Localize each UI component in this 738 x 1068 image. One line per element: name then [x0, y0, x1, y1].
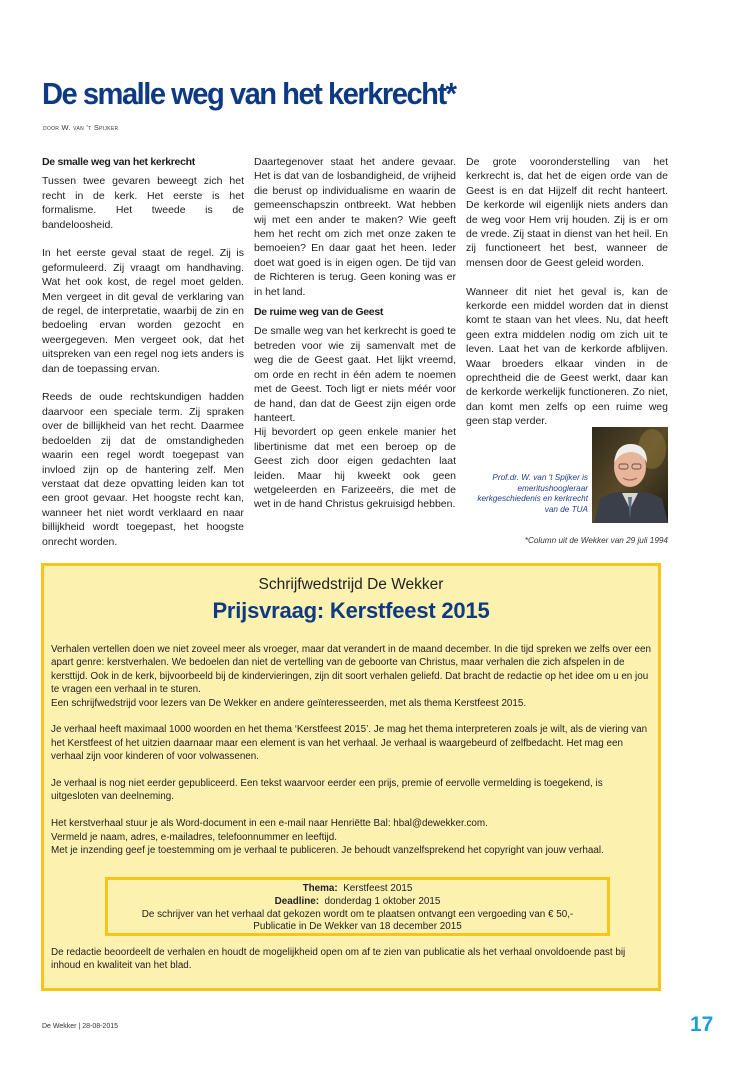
paragraph: Je verhaal heeft maximaal 1000 woorden en het thema ‘Kerstfeest 2015’. Je mag het thema interpreteren zoals je wilt, als de viering van het Kerstfeest of het uitzien daarnaar maar een element is van het verhaal. Je verhaal is waargebeurd of zelfbedacht. Het mag een verhaal zijn voor kinderen of voor volwassenen.	[51, 724, 648, 763]
paragraph: Een schrijfwedstrijd voor lezers van De Wekker en andere geïnteresseerden, met als thema Kerstfeest 2015.	[51, 697, 527, 709]
article-title-text: De smalle weg van het kerkrecht	[42, 76, 446, 111]
byline	[43, 123, 118, 132]
section-heading-smalle-weg: De smalle weg van het kerkrecht	[42, 156, 195, 168]
contest-details-box	[105, 877, 610, 936]
contest-title: Prijsvraag: Kerstfeest 2015	[212, 598, 490, 623]
contest-body	[51, 643, 653, 857]
paragraph: Vermeld je naam, adres, e-mailadres, telefoonnummer en leeftijd.	[51, 831, 337, 843]
theme-line	[108, 883, 607, 896]
page-footer: De Wekker | 28-08-2015	[42, 1023, 119, 1030]
paragraph: Je verhaal is nog niet eerder gepubliceerd. Een tekst waarvoor eerder een prijs, premie of eervolle vermelding is toegekend, is uitgesloten van deelneming.	[51, 778, 603, 803]
paragraph: De grote vooronderstelling van het kerkrecht is, dat het de eigen orde van de Geest is en dat Hijzelf dit recht hanteert. De kerkorde wil eigenlijk niets anders dan de weg voor Hem vrij houden. Zij is er om de vrede. Zij staat in dienst van het heil. En zij functioneert het best, wanneer de mensen door de Geest geleid worden.	[466, 156, 668, 269]
paragraph: In het eerste geval staat de regel. Zij is geformuleerd. Zij vraagt om handhaving. Wat het ook kost, de regel moet gelden. Men vergeet in dit geval de verklaring van de regel, de interpretatie, waarbij de zin en bedoeling ervan worden gezocht en weergegeven. Men vergeet ook, dat het uitspreken van een regel nog iets anders is dan de toepassing ervan.	[42, 247, 244, 375]
author-portrait	[592, 427, 668, 523]
contest-closing: De redactie beoordeelt de verhalen en houdt de mogelijkheid open om af te zien van publicatie als het verhaal onvoldoende past bij inhoud en kwaliteit van het blad.	[51, 947, 626, 972]
section-heading-ruime-weg: De ruime weg van de Geest	[254, 306, 384, 319]
article-column-1	[42, 155, 244, 549]
contest-panel	[41, 563, 661, 991]
page-number: 17	[690, 1013, 714, 1036]
photo-caption: Prof.dr. W. van 't Spijker is emeritushoogleraar kerkgeschiedenis en kerkrecht van de TUA	[477, 473, 588, 514]
article-column-3	[466, 155, 668, 429]
author-photo-block	[466, 427, 668, 523]
paragraph: De smalle weg van het kerkrecht is goed te betreden voor wie zij samenvalt met de weg die de Geest gaat. Het lijkt vreemd, om orde en recht in één adem te noemen met de Geest. Toch ligt er niets méér voor de hand, dan dat de Geest zijn eigen orde hanteert.	[254, 325, 456, 424]
article-column-2	[254, 155, 456, 512]
article-title	[42, 76, 457, 112]
deadline-line	[108, 896, 607, 909]
column-footnote: *Column uit de Wekker van 29 juli 1994	[524, 536, 668, 545]
paragraph: Het kerstverhaal stuur je als Word-document in een e-mail naar Henriëtte Bal: hbal@dewekker.com.	[51, 818, 488, 830]
theme-label: Thema:	[302, 883, 338, 894]
deadline-label: Deadline:	[274, 895, 320, 907]
reward-line: De schrijver van het verhaal dat gekozen wordt om te plaatsen ontvangt een vergoeding van € 50,-	[141, 908, 574, 920]
paragraph: Verhalen vertellen doen we niet zoveel meer als vroeger, maar dat verandert in de maand december. In die tijd spreken we zelfs over een apart genre: kerstverhalen. We bedoelen dan niet de vertelling van de geboorte van Christus, maar verhalen die zich afspelen in de kersttijd. Ook in de kerk, bijvoorbeeld bij de kindervieringen, zijn dit soort verhalen geliefd. Dat bracht de redactie op het idee om u en jou te vragen een verhaal in te sturen.	[51, 644, 651, 696]
paragraph: Hij bevordert op geen enkele manier het libertinisme dat met een beroep op de Geest zich door eigen gedachten laat leiden. Maar hij kweekt ook geen wetgeleerden en Farizeeërs, die met de wet in de hand Christus gekruisigd hebben.	[254, 426, 456, 511]
paragraph: Wanneer dit niet het geval is, kan de kerkorde een middel worden dat in dienst komt te staan van het vlees. Nu, dat heeft geen extra middelen nodig om zich uit te leven. Laat het van de kerkorde afblijven. Waar broeders elkaar vinden in de oprechtheid die de Geest werkt, daar kan de kerkorde werkelijk functioneren. Zo niet, dan komt men zelfs op een ruime weg geen stap verder.	[466, 285, 668, 428]
paragraph: Daartegenover staat het andere gevaar. Het is dat van de losbandigheid, de vrijheid die berust op individualisme en waarin de gemeenschapszin ontbreekt. Wat hebben wij met een ander te maken? Wie geeft hem het recht om zich met onze zaken te bemoeien? En daar gaat het heen. Ieder doet wat goed is in eigen ogen. De tijd van de Richteren is terug. Geen koning was er in het land.	[254, 156, 456, 298]
paragraph: Met je inzending geef je toestemming om je verhaal te publiceren. Je behoudt vanzelfsprekend het copyright van jouw verhaal.	[51, 845, 604, 857]
publication-line: Publicatie in De Wekker van 18 december 2015	[253, 921, 462, 933]
paragraph: Reeds de oude rechtskundigen hadden daarvoor een speciale term. Zij spraken over de billijkheid van het recht. Daarmee bedoelden zij dat de omstandigheden waarin een regel wordt toegepast van invloed zijn op de hantering zelf. Men verstaat dat deze opvatting leiden kan tot een groot gevaar. Het hoogste recht kan, wanneer het niet wordt verklaard en naar billijkheid wordt toegepast, het hoogste onrecht worden.	[42, 391, 244, 548]
contest-subtitle: Schrijfwedstrijd De Wekker	[258, 576, 444, 593]
byline-author: W. van 't Spijker	[61, 123, 119, 132]
paragraph: Tussen twee gevaren beweegt zich het recht in de kerk. Het eerste is het formalisme. Het tweede is de bandeloosheid.	[42, 175, 244, 231]
byline-prefix: door	[43, 123, 60, 132]
article-title-mark: *	[445, 76, 457, 111]
theme-value: Kerstfeest 2015	[343, 883, 413, 894]
deadline-value: donderdag 1 oktober 2015	[324, 895, 441, 907]
